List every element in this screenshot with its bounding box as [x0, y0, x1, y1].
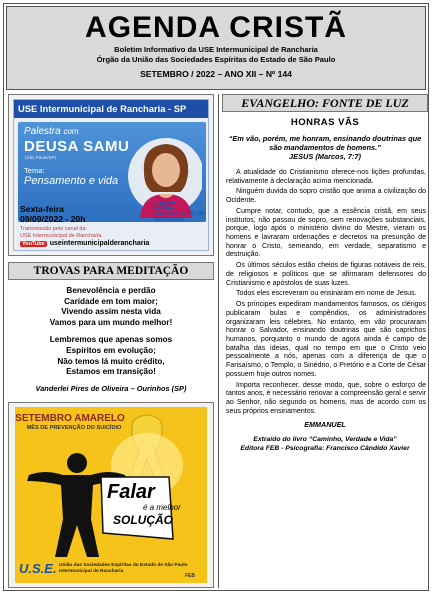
- epigraph-quote: “Em vão, porém, me honram, ensinando doutrinas que são mandamentos de homens.”: [228, 134, 422, 152]
- poster-frame: [15, 407, 207, 583]
- left-column: [8, 94, 214, 579]
- article-paragraph: Importa reconhecer, desse modo, que, sobre o esforço de tantos anos, é necessário renovar a compreensão geral e servir ao Senhor, não segundo os homens, mas de acordo com os seus próprios ensinamentos.: [226, 381, 426, 415]
- column-divider: [218, 94, 219, 588]
- article-body: [222, 169, 428, 416]
- article-credits: [222, 435, 428, 453]
- promo-date-block: [20, 204, 85, 224]
- poem-line: Vivendo assim nesta vida: [61, 307, 161, 317]
- article-paragraph: Cumpre notar, contudo, que a essência cristã, em seus institutos, não passou de sopro, sem renovações substanciais, porque, logo após o ministério divino do Mestre, vieram os homens e lavraram ordenações e decretos na presunção de honrar o Cristo, semeando, em verdade, separatismo e destruição.: [226, 207, 426, 259]
- trovas-heading: TROVAS PARA MEDITAÇÃO: [8, 262, 214, 280]
- trovas-poem: [8, 286, 214, 378]
- poster-solucao: SOLUÇÃO: [113, 513, 173, 527]
- setembro-amarelo-poster: [8, 402, 214, 588]
- speaker-city: (São Paulo/SP): [25, 155, 57, 160]
- promo-trans-1: Transmissão pelo canal da: [20, 226, 86, 232]
- promo-header: USE Intermunicipal de Rancharia - SP: [14, 100, 209, 118]
- promo-palestra-word: Palestra: [24, 126, 61, 137]
- article-title: HONRAS VÃS: [290, 117, 360, 128]
- promo-date: 09/09/2022 - 20h: [20, 214, 86, 224]
- poem-line: Benevolência e perdão: [66, 286, 156, 295]
- trovas-author: Vanderlei Pires de Oliveira – Ourinhos (SP): [35, 383, 187, 393]
- article-signature: EMMANUEL: [304, 420, 346, 430]
- article-paragraph: Todos eles escreveram ou ensinaram em nome de Jesus.: [236, 290, 417, 298]
- credits-line-1: Extraído do livro “Caminho, Verdade e Vida”: [253, 436, 397, 444]
- poem-line: Vamos para um mundo melhor!: [49, 317, 173, 327]
- promo-palestra: [24, 126, 79, 137]
- article-paragraph: Os príncipes expediram mandamentos famosos, os clérigos publicaram bulas e compêndios, os administradores organizaram leis célebres. No entanto, em vão procuraram honrar o Salvador, ensinando doutrinas que são caprichos humanos, porquanto o mundo de agora ainda é campo de batalha das ideias, qual no tempo em que o Cristo veio pessoalmente a nós, apenas com a diferença de que o Farisaísmo, o Templo, o Sinédrio, o Pretório e a Corte de César possuem hoje outros nomes.: [226, 301, 426, 378]
- youtube-channel-name: useintermunicipalderancharia: [49, 240, 150, 247]
- poster-footer-line-1: União das Sociedades Espíritas do Estado de São Paulo: [59, 563, 188, 568]
- tema-text: Pensamento e vida: [24, 175, 119, 187]
- promo-trans-2: USE Intermunicipal de Rancharia: [20, 232, 102, 239]
- article-paragraph: Os últimos séculos estão cheios de figuras notáveis de reis, de religiosos e políticos que se afirmaram defensores do Cristianismo e apóstolos de suas luzes.: [226, 262, 426, 287]
- trovas-stanza-2: [8, 335, 214, 377]
- poster-footer-text: [59, 563, 188, 575]
- newsletter-title: AGENDA CRISTÃ: [85, 11, 347, 44]
- trovas-stanza-1: [8, 286, 214, 328]
- feb-logo: FEB: [185, 573, 195, 579]
- use-logo: [154, 201, 206, 223]
- newsletter-page: [3, 3, 429, 591]
- poster-footer-line-2: Intermunicipal de Rancharia: [59, 569, 124, 574]
- poem-line: Lembremos que apenas somos: [49, 335, 173, 345]
- poster-title: SETEMBRO AMARELO: [15, 413, 125, 424]
- evangelho-heading: EVANGELHO: FONTE DE LUZ: [222, 94, 428, 112]
- subtitle-line-2: Órgão da União das Sociedades Espíritas do Estado de São Paulo: [96, 55, 336, 64]
- promo-transmission: [20, 226, 101, 239]
- masthead: [6, 6, 426, 90]
- speaker-name: DEUSA SAMU: [24, 138, 130, 155]
- promo-day: Sexta-feira: [20, 204, 64, 214]
- poster-e-a-melhor: é a melhor: [143, 503, 181, 512]
- promo-frame: [13, 99, 209, 251]
- poster-subtitle: MÊS DE PREVENÇÃO DO SUICÍDIO: [26, 425, 122, 431]
- right-column: [222, 94, 428, 453]
- lecture-promo-image: [8, 94, 214, 256]
- epigraph: [222, 134, 428, 161]
- youtube-channel: [20, 240, 149, 247]
- poster-falar: Falar: [107, 481, 155, 503]
- tema-label: Tema:: [24, 166, 45, 175]
- article-paragraph: A atualidade do Cristianismo oferece-nos lições profundas, relativamente à declaração acima mencionada.: [226, 169, 426, 185]
- poem-line: Estamos em transição!: [66, 367, 156, 377]
- epigraph-reference: JESUS (Marcos, 7:7): [289, 152, 361, 161]
- use-logo-text: USE: [154, 201, 175, 212]
- poem-line: Não temos lá muito crédito,: [57, 356, 165, 366]
- poem-line: Espíritos em evolução;: [66, 345, 156, 355]
- poster-use-logo: U.S.E.: [19, 561, 57, 576]
- article-paragraph: Ninguém duvida do sopro cristão que anima a civilização do Ocidente.: [226, 188, 426, 205]
- poem-line: Caridade em tom maior;: [64, 296, 158, 306]
- use-logo-sub: INTERMUNICIPAL DE RANCHARIA: [154, 211, 205, 223]
- youtube-icon: YouTube: [22, 241, 45, 247]
- credits-line-2: Editora FEB - Psicografia: Francisco Cândido Xavier: [240, 445, 410, 453]
- edition-line: SETEMBRO / 2022 – ANO XII – Nº 144: [140, 69, 292, 79]
- subtitle-line-1: Boletim Informativo da USE Intermunicipal de Rancharia: [114, 45, 318, 54]
- promo-com-word: com: [63, 127, 79, 136]
